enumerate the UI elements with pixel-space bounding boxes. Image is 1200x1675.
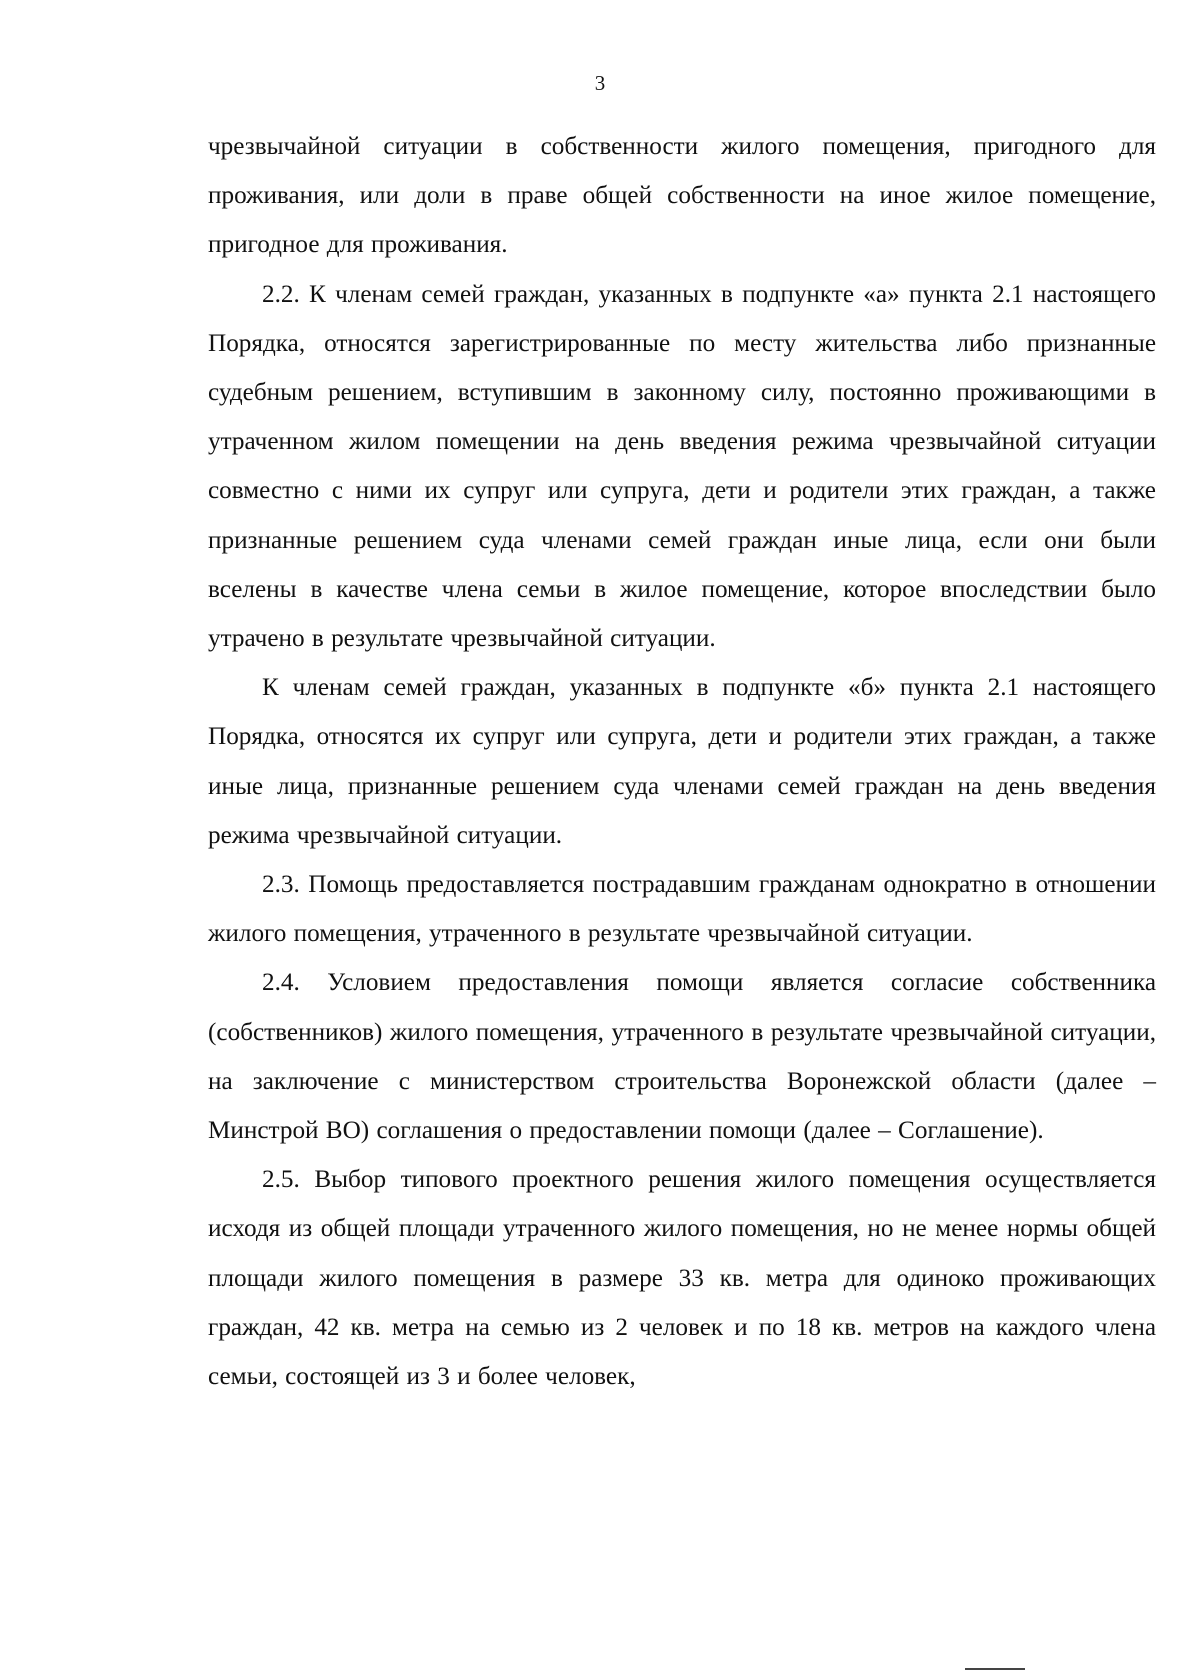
document-body (208, 122, 1156, 1401)
paragraph-2-3: 2.3. Помощь предоставляется пострадавшим гражданам однократно в отношении жилого помещения, утраченного в результате чрезвычайной ситуации. (208, 871, 1156, 948)
paragraph-2-4: 2.4. Условием предоставления помощи является согласие собственника (собственников) жилого помещения, утраченного в результате чрезвычайной ситуации, на заключение с министерством строительства Воронежской области (далее – Минстрой ВО) соглашения о предоставлении помощи (далее – Соглашение). (208, 969, 1156, 1145)
paragraph-2-5: 2.5. Выбор типового проектного решения жилого помещения осуществляется исходя из общей площади утраченного жилого помещения, но не менее нормы общей площади жилого помещения в размере 33 кв. метра для одиноко проживающих граждан, 42 кв. метра на семью из 2 человек и по 18 кв. метров на каждого члена семьи, состоящей из 3 и более человек, (208, 1166, 1156, 1391)
scan-artifact-mark (965, 1668, 1025, 1670)
page-number: 3 (594, 71, 606, 95)
paragraph-family-members-b: К членам семей граждан, указанных в подпункте «б» пункта 2.1 настоящего Порядка, относятся их супруг или супруга, дети и родители этих граждан, а также иные лица, признанные решением суда членами семей граждан на день введения режима чрезвычайной ситуации. (208, 674, 1156, 849)
paragraph-2-2: 2.2. К членам семей граждан, указанных в подпункте «а» пункта 2.1 настоящего Порядка, относятся зарегистрированные по месту жительства либо признанные судебным решением, вступившим в законному силу, постоянно проживающими в утраченном жилом помещении на день введения режима чрезвычайной ситуации совместно с ними их супруг или супруга, дети и родители этих граждан, а также признанные решением суда членами семей граждан иные лица, если они были вселены в качестве члена семьи в жилое помещение, которое впоследствии было утрачено в результате чрезвычайной ситуации. (208, 280, 1156, 653)
paragraph-continuation: чрезвычайной ситуации в собственности жилого помещения, пригодного для проживания, или доли в праве общей собственности на иное жилое помещение, пригодное для проживания. (208, 133, 1156, 259)
